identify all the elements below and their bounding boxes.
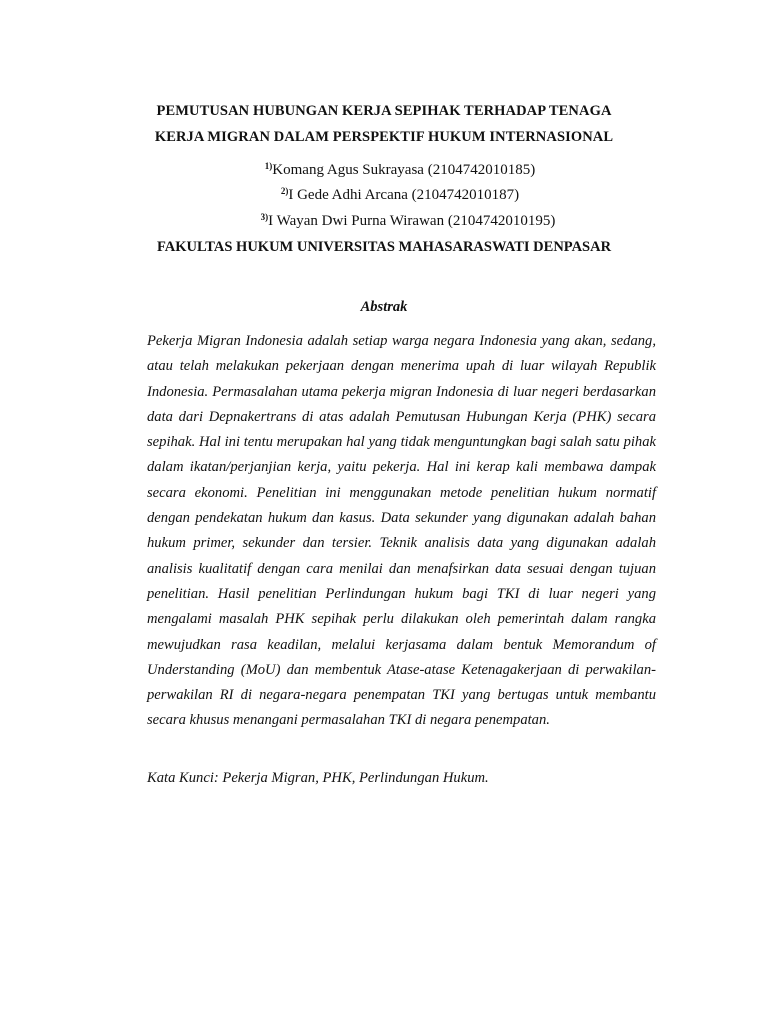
author-2-marker: 2) xyxy=(280,186,289,196)
author-3-marker: 3) xyxy=(260,212,269,222)
abstract-body: Pekerja Migran Indonesia adalah setiap warga negara Indonesia yang akan, sedang, atau telah melakukan pekerjaan dengan menerima upah di luar wilayah Republik Indonesia. Permasalahan utama pekerja migran Indonesia di luar negeri berdasarkan data dari Depnakertrans di atas adalah Pemutusan Hubungan Kerja (PHK) secara sepihak. Hal ini tentu merupakan hal yang tidak menguntungkan bagi salah satu pihak dalam ikatan/perjanjian kerja, yaitu pekerja. Hal ini kerap kali membawa dampak secara ekonomi. Penelitian ini menggunakan metode penelitian hukum normatif dengan pendekatan hukum dan kasus. Data sekunder yang digunakan adalah bahan hukum primer, sekunder dan tersier. Teknik analisis data yang digunakan adalah analisis kualitatif dengan cara menilai dan menafsirkan data sesuai dengan tujuan penelitian. Hasil penelitian Perlindungan hukum bagi TKI di luar negeri yang mengalami masalah PHK sepihak perlu dilakukan oleh pemerintah dalam rangka mewujudkan rasa keadilan, melalui kerjasama dalam bentuk Memorandum of Understanding (MoU) dan membentuk Atase-atase Ketenagakerjaan di perwakilan-perwakilan RI di negara-negara penempatan TKI yang bertugas untuk membantu secara khusus menangani permasalahan TKI di negara penempatan. xyxy=(147,333,656,729)
author-2 xyxy=(0,187,768,204)
author-1 xyxy=(0,162,768,179)
author-1-name: Komang Agus Sukrayasa (2104742010185) xyxy=(272,162,536,178)
author-2-name: I Gede Adhi Arcana (2104742010187) xyxy=(288,187,520,203)
author-1-marker: 1) xyxy=(264,161,273,171)
affiliation: FAKULTAS HUKUM UNIVERSITAS MAHASARASWATI DENPASAR xyxy=(156,239,612,255)
abstract-heading: Abstrak xyxy=(360,299,408,315)
keywords: Kata Kunci: Pekerja Migran, PHK, Perlindungan Hukum. xyxy=(147,770,489,786)
paper-title-line-2: KERJA MIGRAN DALAM PERSPEKTIF HUKUM INTERNASIONAL xyxy=(154,129,614,145)
author-3 xyxy=(0,213,768,230)
paper-title-line-1: PEMUTUSAN HUBUNGAN KERJA SEPIHAK TERHADAP TENAGA xyxy=(156,103,612,119)
author-3-name: I Wayan Dwi Purna Wirawan (2104742010195) xyxy=(268,213,556,229)
